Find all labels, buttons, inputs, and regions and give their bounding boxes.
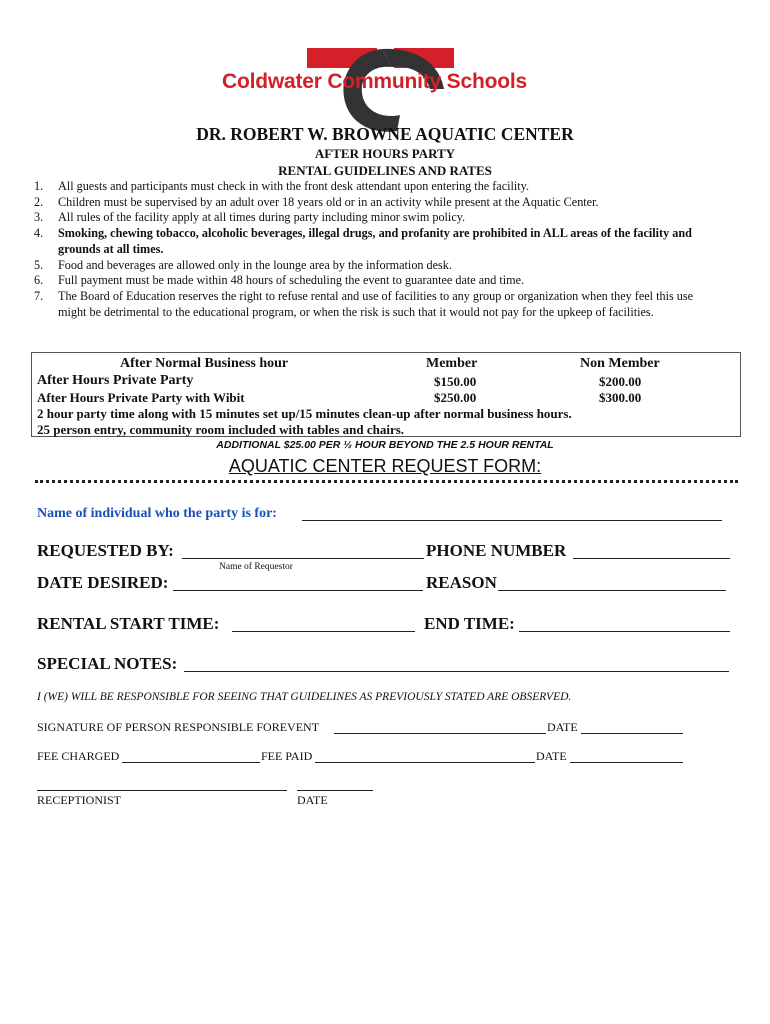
receptionist-date-label: DATE — [297, 793, 328, 807]
rate-nonmember-value-2: $300.00 — [599, 390, 642, 405]
rate-row-label-2: After Hours Private Party with Wibit — [37, 390, 245, 405]
party-for-label: Name of individual who the party is for: — [37, 506, 277, 521]
rule-item: 5. Food and beverages are allowed only in the lounge area by the information desk. — [34, 257, 452, 272]
nonmember-header: Non Member — [580, 356, 660, 371]
rule-item: 6. Full payment must be made within 48 hours of scheduling the event to guarantee date and time. — [34, 273, 525, 288]
rates-column-header: After Normal Business hour — [120, 356, 289, 371]
phone-field[interactable] — [573, 558, 730, 559]
rule-item: 1. All guests and participants must check in with the front desk attendant upon entering the facility. — [34, 179, 530, 193]
reason-label: REASON — [426, 573, 497, 592]
page-subtitle: AFTER HOURS PARTY — [314, 146, 456, 161]
rule-item: 4. Smoking, chewing tobacco, alcoholic beverages, illegal drugs, and profanity are prohibited in ALL areas of the facility and grounds at all times. — [34, 226, 692, 256]
page-title: DR. ROBERT W. BROWNE AQUATIC CENTER — [196, 124, 574, 144]
rate-row-label: After Hours Private Party — [37, 373, 194, 388]
fee-charged-field[interactable] — [122, 762, 260, 763]
reason-field[interactable] — [498, 590, 726, 591]
receptionist-label: RECEPTIONIST — [37, 793, 121, 807]
phone-label: PHONE NUMBER — [426, 541, 567, 560]
rule-item: 7. The Board of Education reserves the right to refuse rental and use of facilities to any group or organization when they feel this use might be detrimental to the educational program, or when the risk is such that it would not pay for the upkeep of facilities. — [34, 288, 694, 319]
receptionist-date-field[interactable] — [297, 790, 373, 791]
rule-item: 2. Children must be supervised by an adult over 18 years old or in an activity while present at the Aquatic Center. — [34, 194, 599, 209]
end-time-label: END TIME: — [424, 614, 515, 633]
rate-note: 2 hour party time along with 15 minutes set up/15 minutes clean-up after normal business hours. — [37, 406, 572, 421]
rate-member-value-2: $250.00 — [434, 390, 477, 405]
requested-by-label: REQUESTED BY: — [37, 541, 174, 560]
member-header: Member — [426, 356, 478, 371]
fee-paid-label: FEE PAID — [261, 749, 313, 763]
receptionist-field[interactable] — [37, 790, 287, 791]
signature-label: SIGNATURE OF PERSON RESPONSIBLE FOREVENT — [37, 720, 320, 734]
rate-nonmember-value: $200.00 — [599, 374, 642, 389]
requested-by-field[interactable] — [182, 558, 424, 559]
rules-list — [34, 179, 724, 320]
requestor-caption: Name of Requestor — [219, 562, 293, 572]
signature-date-field[interactable] — [581, 733, 683, 734]
party-for-field[interactable] — [302, 520, 722, 521]
rate-member-value: $150.00 — [434, 374, 477, 389]
special-notes-field[interactable] — [184, 671, 729, 672]
rate-note-2: 25 person entry, community room included with tables and chairs. — [37, 422, 405, 437]
signature-field[interactable] — [334, 733, 546, 734]
fee-date-label: DATE — [536, 749, 567, 763]
page-subtitle-2: RENTAL GUIDELINES AND RATES — [278, 163, 492, 178]
form-title: AQUATIC CENTER REQUEST FORM: — [228, 456, 542, 476]
date-desired-label: DATE DESIRED: — [37, 573, 169, 592]
rates-table — [31, 352, 741, 437]
special-notes-label: SPECIAL NOTES: — [37, 654, 178, 673]
fee-charged-label: FEE CHARGED — [37, 749, 120, 763]
fee-paid-field[interactable] — [315, 762, 535, 763]
fee-date-field[interactable] — [570, 762, 683, 763]
signature-date-label: DATE — [547, 720, 578, 734]
dotted-divider — [35, 480, 738, 483]
end-time-field[interactable] — [519, 631, 730, 632]
responsibility-statement: I (WE) WILL BE RESPONSIBLE FOR SEEING THAT GUIDELINES AS PREVIOUSLY STATED ARE OBSERVED. — [37, 691, 572, 703]
start-time-field[interactable] — [232, 631, 415, 632]
district-name: Coldwater Community Schools — [222, 70, 527, 93]
date-desired-field[interactable] — [173, 590, 423, 591]
additional-fee-note: ADDITIONAL $25.00 PER ½ HOUR BEYOND THE 2.5 HOUR RENTAL — [216, 439, 554, 451]
rule-item: 3. All rules of the facility apply at all times during party including minor swim policy. — [34, 210, 466, 225]
start-time-label: RENTAL START TIME: — [37, 614, 220, 633]
